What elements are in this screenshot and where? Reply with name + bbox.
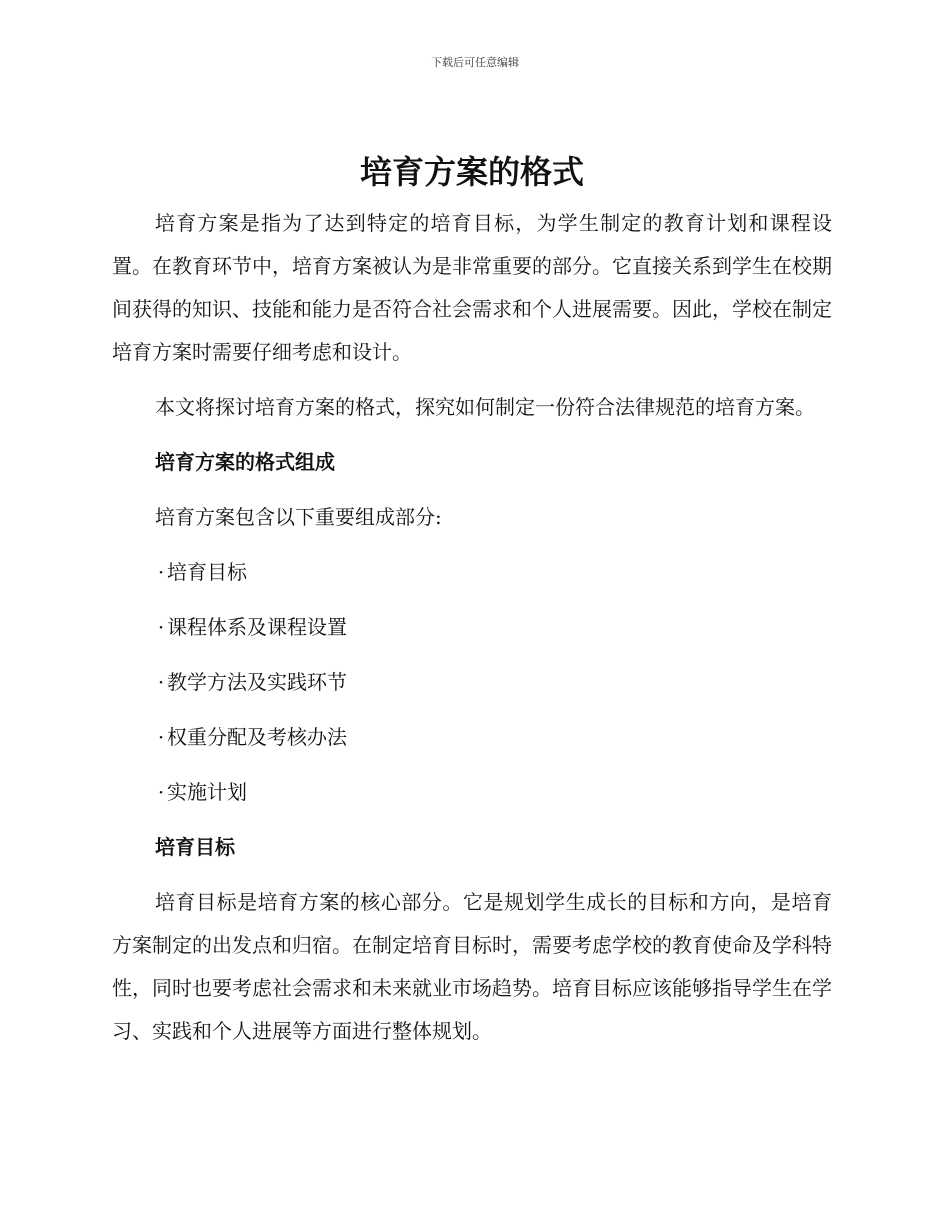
intro-paragraph-2: 本文将探讨培育方案的格式，探究如何制定一份符合法律规范的培育方案。 [155,395,815,419]
bullet-icon: · [157,725,165,749]
list-item [112,551,832,594]
list-item-label: 培育目标 [167,560,247,584]
list-item [112,771,832,814]
section-intro-text: 培育方案包含以下重要组成部分: [155,505,442,529]
component-list [112,551,832,814]
bullet-icon: · [157,560,165,584]
list-item [112,661,832,704]
header-note: 下载后可任意编辑 [431,56,519,69]
bullet-icon: · [157,670,165,694]
bullet-icon: · [157,615,165,639]
list-item-label: 实施计划 [167,780,247,804]
document-body [112,150,832,1065]
document-title: 培育方案的格式 [359,153,584,191]
bullet-icon: · [157,780,165,804]
section-heading-training-goal: 培育目标 [155,835,235,859]
list-item-label: 教学方法及实践环节 [167,670,347,694]
list-item [112,606,832,649]
list-item-label: 权重分配及考核办法 [167,725,347,749]
intro-paragraph-1: 培育方案是指为了达到特定的培育目标，为学生制定的教育计划和课程设置。在教育环节中，培育方案被认为是非常重要的部分。它直接关系到学生在校期间获得的知识、技能和能力是否符合社会需求和个人进展需要。因此，学校在制定培育方案时需要仔细考虑和设计。 [112,211,832,364]
training-goal-paragraph: 培育目标是培育方案的核心部分。它是规划学生成长的目标和方向，是培育方案制定的出发点和归宿。在制定培育目标时，需要考虑学校的教育使命及学科特性，同时也要考虑社会需求和未来就业市场趋势。培育目标应该能够指导学生在学习、实践和个人进展等方面进行整体规划。 [112,890,832,1043]
list-item [112,716,832,759]
section-heading-format-composition: 培育方案的格式组成 [155,450,335,474]
list-item-label: 课程体系及课程设置 [167,615,347,639]
